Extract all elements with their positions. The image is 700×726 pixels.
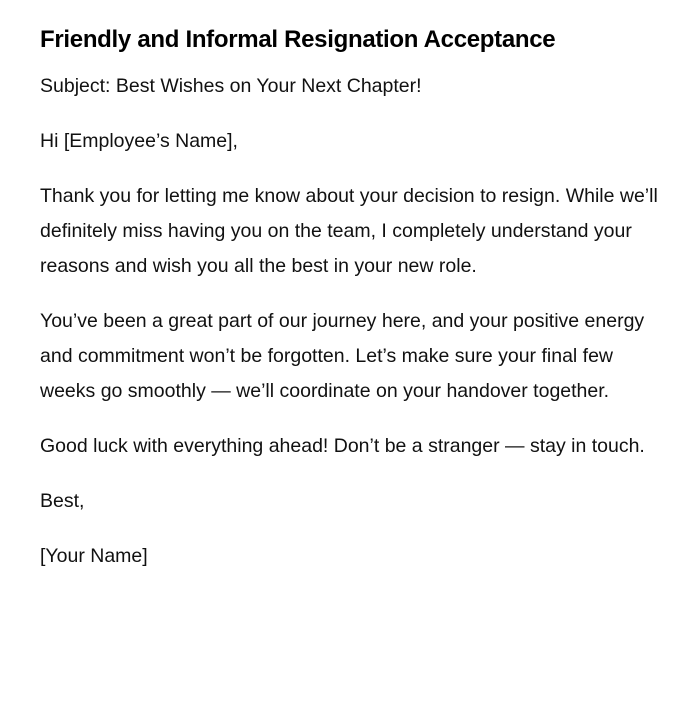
letter-signature: [Your Name] — [40, 545, 148, 567]
letter-title: Friendly and Informal Resignation Acceptance — [40, 26, 556, 53]
letter-paragraph-2: You’ve been a great part of our journey here, and your positive energy and commitment won’t be forgotten. Let’s make sure your final few weeks go smoothly — we’ll coordinate on your handover together. — [40, 310, 645, 402]
letter-subject: Subject: Best Wishes on Your Next Chapter! — [40, 75, 422, 97]
letter-paragraph-3: Good luck with everything ahead! Don’t be a stranger — stay in touch. — [40, 435, 645, 457]
letter-closing: Best, — [40, 490, 85, 512]
letter-greeting: Hi [Employee’s Name], — [40, 130, 238, 152]
letter-paragraph-1: Thank you for letting me know about your decision to resign. While we’ll definitely miss having you on the team, I completely understand your reasons and wish you all the best in your new role. — [40, 185, 658, 277]
